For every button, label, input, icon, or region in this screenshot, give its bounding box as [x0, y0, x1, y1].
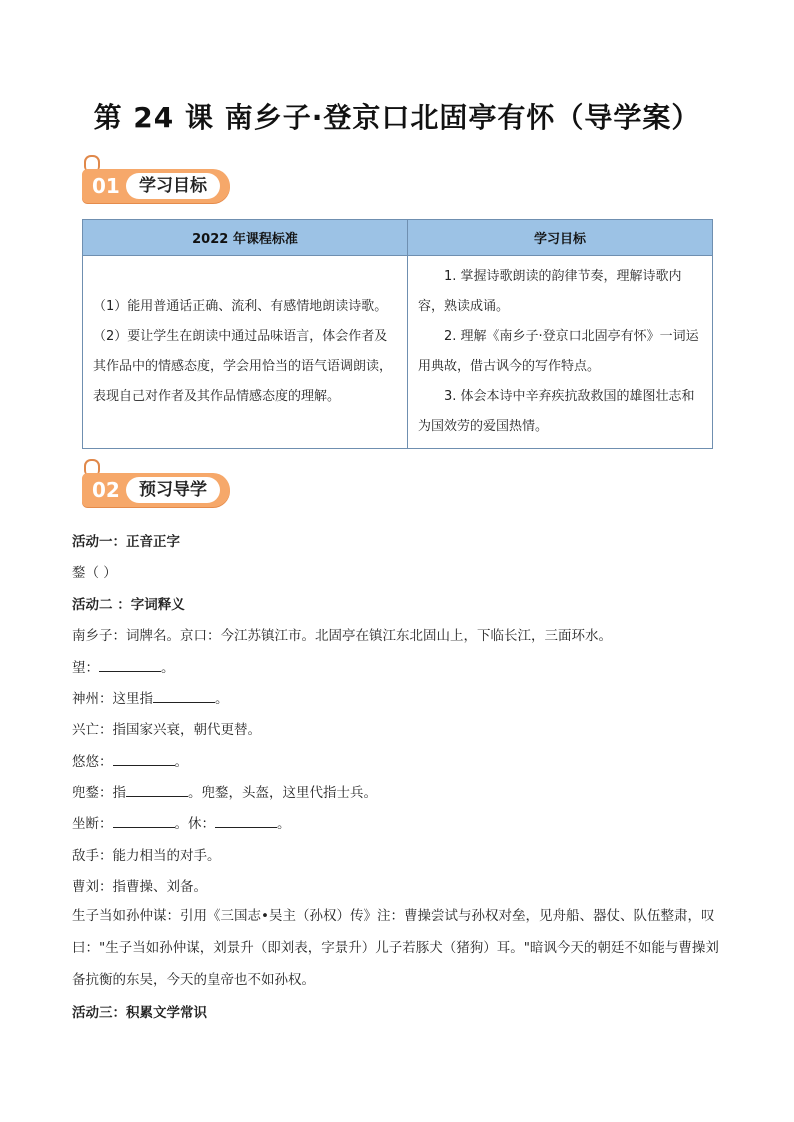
- goal-item: 2. 理解《南乡子·登京口北固亭有怀》一词运用典故，借古讽今的写作特点。: [418, 329, 699, 374]
- fill-blank[interactable]: [113, 815, 175, 828]
- pronunciation-item: 鍪（ ）: [72, 565, 117, 581]
- fill-blank[interactable]: [215, 815, 277, 828]
- section-number: 02: [92, 478, 120, 502]
- allusion-paragraph: 生子当如孙仲谋：引用《三国志•吴主（孙权）传》注：曹操尝试与孙权对垒，见舟船、器仗、队伍整肃，叹曰："生子当如孙仲谋，刘景升（即刘表，字景升）儿子若豚犬（猪狗）耳。"暗讽今天的朝廷不如能与曹操刘备抗衡的东吴，今天的皇帝也不如孙权。: [72, 908, 719, 988]
- definition-line: 神州：这里指 。: [72, 691, 229, 707]
- goal-item: 3. 体会本诗中辛弃疾抗敌救国的雄图壮志和为国效劳的爱国热情。: [418, 389, 695, 434]
- standard-item: （1）能用普通话正确、流利、有感情地朗读诗歌。: [93, 299, 388, 314]
- section-label: 学习目标: [126, 173, 220, 199]
- definition-line: 南乡子：词牌名。京口：今江苏镇江市。北固亭在镇江东北固山上，下临长江，三面环水。: [72, 628, 612, 644]
- definition-line: 曹刘：指曹操、刘备。: [72, 879, 207, 895]
- fill-blank[interactable]: [126, 784, 188, 797]
- section-label: 预习导学: [126, 477, 220, 503]
- activity-title: 活动三：积累文学常识: [72, 1005, 207, 1021]
- definition-line: 兜鍪：指 。兜鍪，头盔，这里代指士兵。: [72, 785, 377, 801]
- goals-cell: [408, 256, 713, 449]
- goals-table: [82, 219, 713, 449]
- definition-line: 坐断： 。休： 。: [72, 816, 291, 832]
- definition-line: 望： 。: [72, 660, 175, 676]
- fill-blank[interactable]: [99, 659, 161, 672]
- activity-title: 活动二 ：字词释义: [72, 597, 185, 613]
- definition-line: 敌手：能力相当的对手。: [72, 848, 221, 864]
- table-header-goals: 学习目标: [408, 220, 713, 256]
- fill-blank[interactable]: [153, 690, 215, 703]
- definition-line: 悠悠： 。: [72, 754, 188, 770]
- standard-item: （2）要让学生在朗读中通过品味语言，体会作者及其作品中的情感态度，学会用恰当的语气语调朗读，表现自己对作者及其作品情感态度的理解。: [93, 329, 393, 404]
- section-badge-goals: [82, 163, 232, 207]
- activity-title: 活动一：正音正字: [72, 534, 180, 550]
- page-title: 第 24 课 南乡子·登京口北固亭有怀（导学案）: [93, 101, 701, 134]
- fill-blank[interactable]: [113, 753, 175, 766]
- section-number: 01: [92, 174, 120, 198]
- table-header-standard: 2022 年课程标准: [83, 220, 408, 256]
- definition-line: 兴亡：指国家兴衰，朝代更替。: [72, 722, 261, 738]
- section-badge-preview: [82, 467, 232, 511]
- standards-cell: [83, 256, 408, 449]
- goal-item: 1. 掌握诗歌朗读的韵律节奏，理解诗歌内容，熟读成诵。: [418, 269, 682, 314]
